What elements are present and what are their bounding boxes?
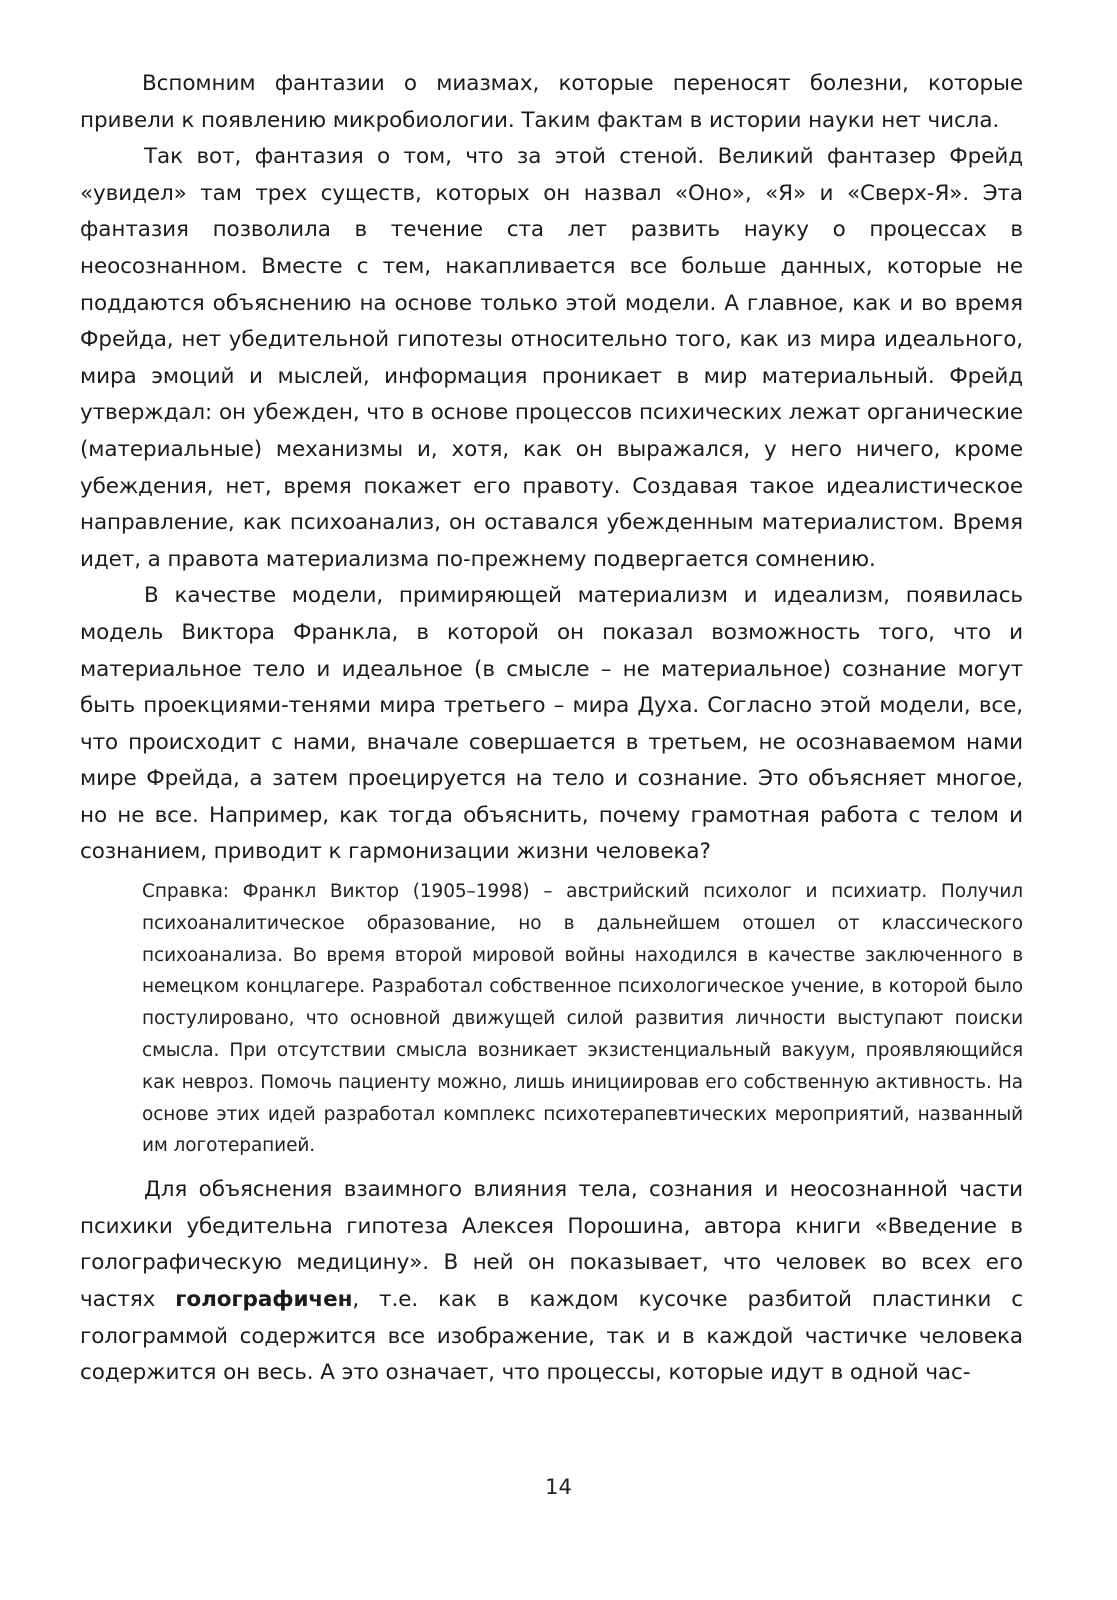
page-number: 14 — [545, 1475, 572, 1499]
paragraph-holographic-start: Для объяснения взаимного влияния тела, сознания и неосознанной части психики убедительна гипотеза Алексея Порошина, автора книги «Введение в голографическую медицину». В ней он показывает, что человек во всех его частях — [80, 1177, 1023, 1313]
paragraph-miasma: Вспомним фантазии о миазмах, которые переносят болезни, которые привели к появлению микробиологии. Таким фактам в истории науки нет числа. — [80, 71, 1023, 133]
bold-term: голографичен — [175, 1287, 353, 1313]
paragraph-holographic — [80, 1172, 1023, 1392]
body-text — [80, 66, 1023, 1392]
paragraph-holographic-end: , т.е. как в каждом кусочке разбитой пластинки с голограммой содержится все изображение, так и в каждой частичке человека содержится он весь. А это означает, что процессы, которые идут в одной час- — [80, 1287, 1023, 1386]
reference-note-frankl: Справка: Франкл Виктор (1905–1998) – австрийский психолог и психиатр. Получил психоаналитическое образование, но в дальнейшем отошел от классического психоанализа. Во время второй мировой войны находился в качестве заключенного в немецком концлагере. Разработал собственное психологическое учение, в которой было постулировано, что основной движущей силой развития личности выступают поиски смысла. При отсутствии смысла возникает экзистенциальный вакуум, проявляющийся как невроз. Помочь пациенту можно, лишь инициировав его собственную активность. На основе этих идей разработал комплекс психотерапевтических мероприятий, названный им логотерапией. — [142, 881, 1023, 1157]
paragraph-freud: Так вот, фантазия о том, что за этой стеной. Великий фантазер Фрейд «увидел» там трех существ, которых он назвал «Оно», «Я» и «Сверх-Я». Эта фантазия позволила в течение ста лет развить науку о процессах в неосознанном. Вместе с тем, накапливается все больше данных, которые не поддаются объяснению на основе только этой модели. А главное, как и во время Фрейда, нет убедительной гипотезы относительно того, как из мира идеального, мира эмоций и мыслей, информация проникает в мир материальный. Фрейд утверждал: он убежден, что в основе процессов психических лежат органические (материальные) механизмы и, хотя, как он выражался, у него ничего, кроме убеждения, нет, время покажет его правоту. Создавая такое идеалистическое направление, как психоанализ, он оставался убежденным материалистом. Время идет, а правота материализма по-прежнему подвергается сомнению. — [80, 144, 1023, 572]
paragraph-frankl-model: В качестве модели, примиряющей материализм и идеализм, появилась модель Виктора Франкла, в которой он показал возможность того, что и материальное тело и идеальное (в смысле – не материальное) сознание могут быть проекциями-тенями мира третьего – мира Духа. Согласно этой модели, все, что происходит с нами, вначале совершается в третьем, не осознаваемом нами мире Фрейда, а затем проецируется на тело и сознание. Это объясняет многое, но не все. Например, как тогда объяснить, почему грамотная работа с телом и сознанием, приводит к гармонизации жизни человека? — [80, 583, 1023, 865]
